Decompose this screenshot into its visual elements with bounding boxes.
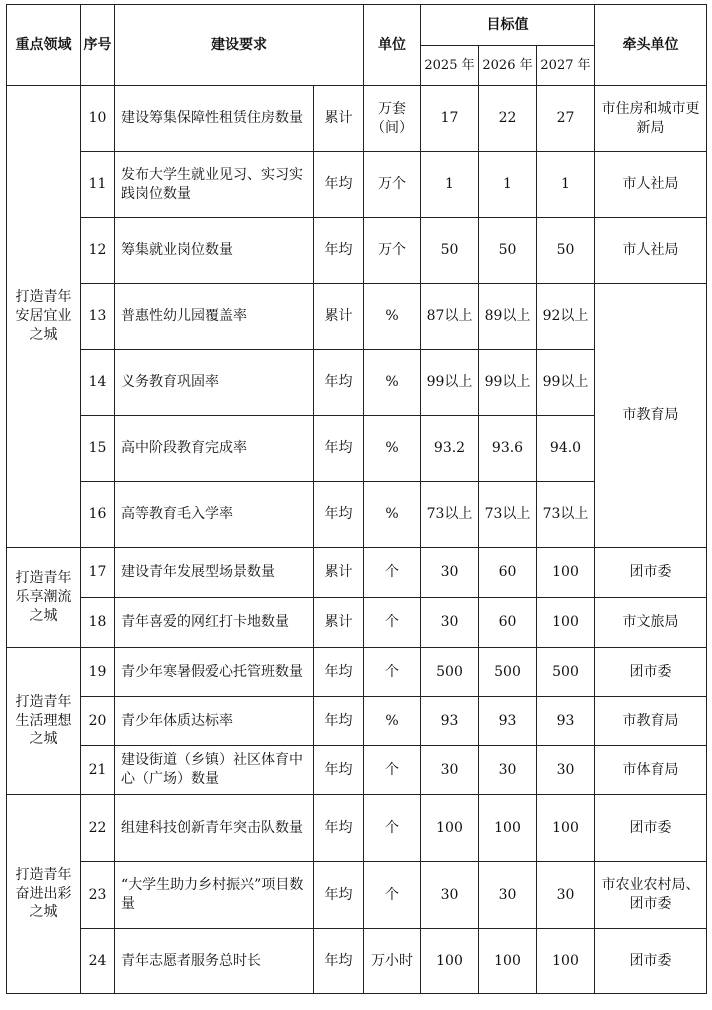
row-2025: 17 xyxy=(421,86,479,152)
row-no: 17 xyxy=(81,548,115,598)
row-req: 青年喜爱的网红打卡地数量 xyxy=(115,598,314,648)
row-2025: 500 xyxy=(421,648,479,697)
row-req: 建设青年发展型场景数量 xyxy=(115,548,314,598)
row-2027: 100 xyxy=(537,598,595,648)
row-no: 24 xyxy=(81,929,115,994)
row-no: 13 xyxy=(81,284,115,350)
row-type: 累计 xyxy=(314,548,364,598)
row-2026: 100 xyxy=(479,795,537,862)
row-2025: 30 xyxy=(421,746,479,795)
row-type: 年均 xyxy=(314,482,364,548)
row-unit: % xyxy=(364,284,421,350)
table-row xyxy=(7,929,707,994)
row-req: “大学生助力乡村振兴”项目数量 xyxy=(115,862,314,929)
row-type: 累计 xyxy=(314,284,364,350)
row-2026: 1 xyxy=(479,152,537,218)
row-2025: 73以上 xyxy=(421,482,479,548)
row-req: 青少年寒暑假爱心托管班数量 xyxy=(115,648,314,697)
row-lead: 市住房和城市更新局 xyxy=(595,86,707,152)
row-req: 发布大学生就业见习、实习实践岗位数量 xyxy=(115,152,314,218)
row-2027: 93 xyxy=(537,697,595,746)
row-unit: 万小时 xyxy=(364,929,421,994)
row-2025: 99以上 xyxy=(421,350,479,416)
row-type: 年均 xyxy=(314,862,364,929)
header-2025: 2025 年 xyxy=(421,46,479,86)
row-2027: 1 xyxy=(537,152,595,218)
row-req: 建设筹集保障性租赁住房数量 xyxy=(115,86,314,152)
row-req: 义务教育巩固率 xyxy=(115,350,314,416)
row-lead: 团市委 xyxy=(595,929,707,994)
row-req: 组建科技创新青年突击队数量 xyxy=(115,795,314,862)
row-type: 年均 xyxy=(314,929,364,994)
row-2025: 100 xyxy=(421,929,479,994)
header-target: 目标值 xyxy=(421,5,595,46)
row-2025: 93.2 xyxy=(421,416,479,482)
row-lead: 团市委 xyxy=(595,548,707,598)
table-row xyxy=(7,152,707,218)
row-2025: 87以上 xyxy=(421,284,479,350)
row-2026: 93 xyxy=(479,697,537,746)
row-unit: % xyxy=(364,416,421,482)
table-row xyxy=(7,86,707,152)
row-lead: 市人社局 xyxy=(595,218,707,284)
row-lead: 市教育局 xyxy=(595,284,707,548)
row-no: 16 xyxy=(81,482,115,548)
row-2025: 93 xyxy=(421,697,479,746)
row-no: 12 xyxy=(81,218,115,284)
row-lead: 市文旅局 xyxy=(595,598,707,648)
header-lead: 牵头单位 xyxy=(595,5,707,86)
row-req: 普惠性幼儿园覆盖率 xyxy=(115,284,314,350)
table-row xyxy=(7,697,707,746)
row-type: 累计 xyxy=(314,86,364,152)
table-row xyxy=(7,284,707,350)
row-no: 15 xyxy=(81,416,115,482)
row-2026: 30 xyxy=(479,862,537,929)
row-2026: 50 xyxy=(479,218,537,284)
row-req: 高等教育毛入学率 xyxy=(115,482,314,548)
area-cell: 打造青年乐享潮流之城 xyxy=(7,548,81,648)
row-type: 年均 xyxy=(314,416,364,482)
row-unit: 个 xyxy=(364,648,421,697)
row-unit: 个 xyxy=(364,746,421,795)
row-2025: 1 xyxy=(421,152,479,218)
row-no: 21 xyxy=(81,746,115,795)
row-req: 青年志愿者服务总时长 xyxy=(115,929,314,994)
row-2025: 30 xyxy=(421,598,479,648)
row-no: 19 xyxy=(81,648,115,697)
row-unit: % xyxy=(364,350,421,416)
row-type: 年均 xyxy=(314,152,364,218)
header-no: 序号 xyxy=(81,5,115,86)
row-2026: 73以上 xyxy=(479,482,537,548)
targets-table xyxy=(6,4,707,994)
row-2026: 500 xyxy=(479,648,537,697)
row-no: 10 xyxy=(81,86,115,152)
row-2027: 100 xyxy=(537,795,595,862)
area-cell: 打造青年安居宜业之城 xyxy=(7,86,81,548)
table-row xyxy=(7,795,707,862)
row-2026: 30 xyxy=(479,746,537,795)
table-row xyxy=(7,598,707,648)
row-no: 22 xyxy=(81,795,115,862)
row-2027: 73以上 xyxy=(537,482,595,548)
row-unit: 万个 xyxy=(364,218,421,284)
row-unit: 万个 xyxy=(364,152,421,218)
area-cell: 打造青年奋进出彩之城 xyxy=(7,795,81,994)
row-2026: 60 xyxy=(479,598,537,648)
row-lead: 市体育局 xyxy=(595,746,707,795)
row-2026: 100 xyxy=(479,929,537,994)
row-type: 年均 xyxy=(314,350,364,416)
row-2025: 30 xyxy=(421,862,479,929)
header-2027: 2027 年 xyxy=(537,46,595,86)
row-2026: 60 xyxy=(479,548,537,598)
row-2026: 22 xyxy=(479,86,537,152)
row-req: 筹集就业岗位数量 xyxy=(115,218,314,284)
row-2027: 30 xyxy=(537,746,595,795)
row-2027: 30 xyxy=(537,862,595,929)
row-no: 23 xyxy=(81,862,115,929)
row-type: 年均 xyxy=(314,697,364,746)
table-row xyxy=(7,218,707,284)
table-row xyxy=(7,548,707,598)
row-2027: 94.0 xyxy=(537,416,595,482)
row-type: 年均 xyxy=(314,746,364,795)
row-type: 年均 xyxy=(314,795,364,862)
row-2027: 99以上 xyxy=(537,350,595,416)
row-2027: 92以上 xyxy=(537,284,595,350)
row-unit: 个 xyxy=(364,795,421,862)
area-cell: 打造青年生活理想之城 xyxy=(7,648,81,795)
row-no: 11 xyxy=(81,152,115,218)
header-req: 建设要求 xyxy=(115,5,364,86)
row-req: 青少年体质达标率 xyxy=(115,697,314,746)
row-2027: 100 xyxy=(537,929,595,994)
row-unit: 个 xyxy=(364,598,421,648)
row-no: 14 xyxy=(81,350,115,416)
row-2027: 27 xyxy=(537,86,595,152)
row-2026: 89以上 xyxy=(479,284,537,350)
row-type: 累计 xyxy=(314,598,364,648)
row-type: 年均 xyxy=(314,648,364,697)
row-lead: 团市委 xyxy=(595,795,707,862)
row-type: 年均 xyxy=(314,218,364,284)
row-lead: 市农业农村局、团市委 xyxy=(595,862,707,929)
row-unit: % xyxy=(364,482,421,548)
row-lead: 团市委 xyxy=(595,648,707,697)
table-row xyxy=(7,746,707,795)
row-unit: 万套（间） xyxy=(364,86,421,152)
row-2027: 50 xyxy=(537,218,595,284)
row-unit: % xyxy=(364,697,421,746)
row-lead: 市教育局 xyxy=(595,697,707,746)
row-2027: 500 xyxy=(537,648,595,697)
row-2026: 93.6 xyxy=(479,416,537,482)
table-row xyxy=(7,648,707,697)
header-2026: 2026 年 xyxy=(479,46,537,86)
row-req: 建设街道（乡镇）社区体育中心（广场）数量 xyxy=(115,746,314,795)
row-2025: 50 xyxy=(421,218,479,284)
row-2026: 99以上 xyxy=(479,350,537,416)
header-unit: 单位 xyxy=(364,5,421,86)
row-unit: 个 xyxy=(364,862,421,929)
row-lead: 市人社局 xyxy=(595,152,707,218)
row-2025: 30 xyxy=(421,548,479,598)
row-no: 20 xyxy=(81,697,115,746)
header-area: 重点领域 xyxy=(7,5,81,86)
row-no: 18 xyxy=(81,598,115,648)
row-req: 高中阶段教育完成率 xyxy=(115,416,314,482)
row-2027: 100 xyxy=(537,548,595,598)
row-2025: 100 xyxy=(421,795,479,862)
row-unit: 个 xyxy=(364,548,421,598)
table-row xyxy=(7,862,707,929)
